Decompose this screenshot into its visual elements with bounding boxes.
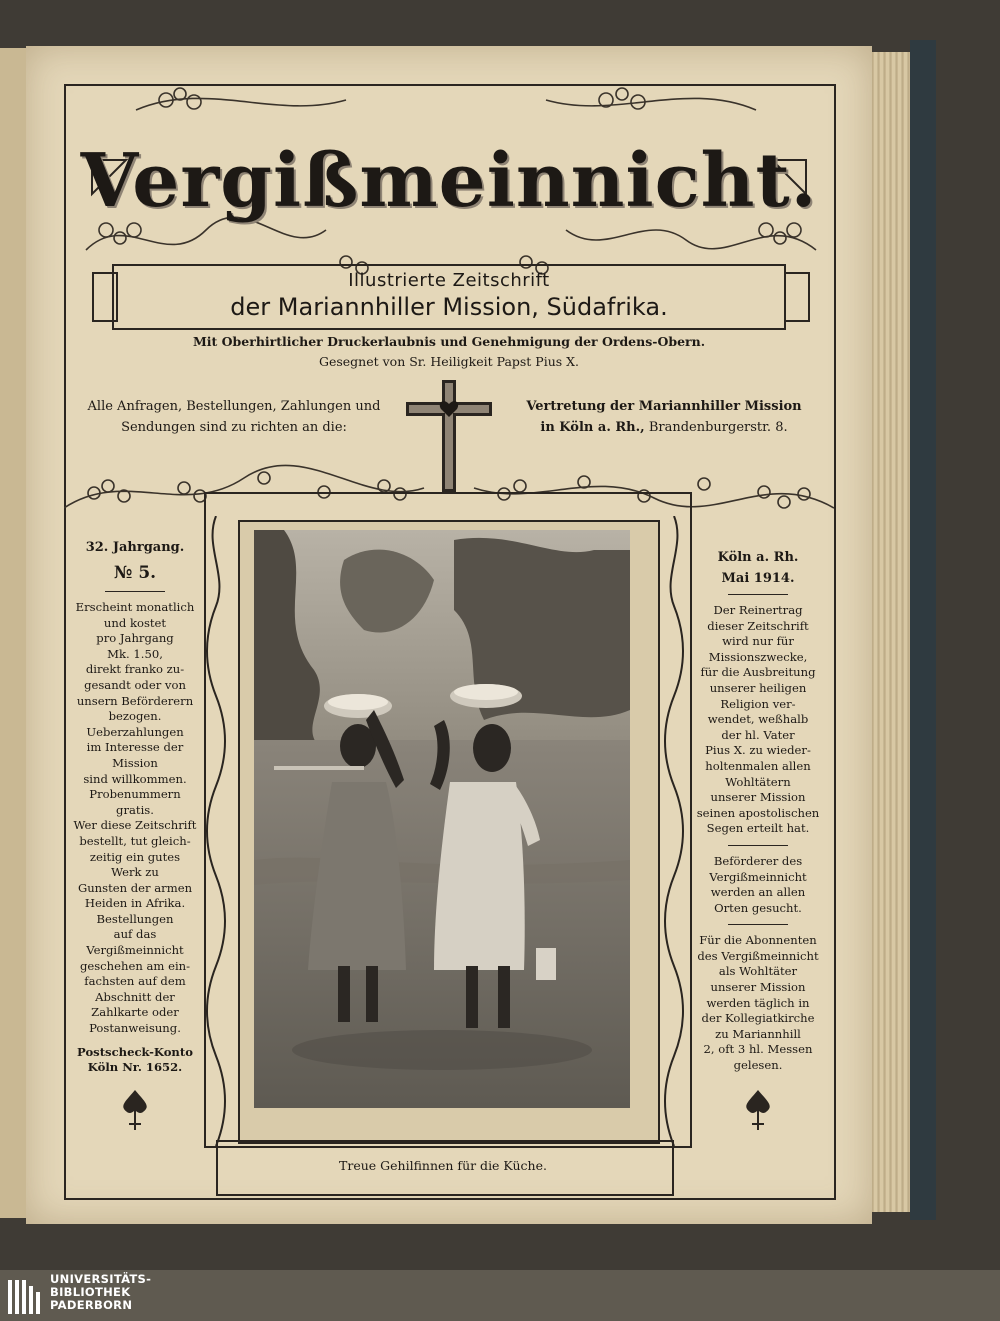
note-line: bezogen. [108,709,162,724]
note-line: bestellt, tut gleich- [79,833,191,848]
subtitle-box [112,264,786,330]
subtitle-line-2: der Mariannhiller Mission, Südafrika. [230,293,668,321]
note-line: für die Ausbreitung [700,665,816,680]
note-line: seinen apostolischen [696,805,820,820]
inquiry-line-1: Alle Anfragen, Bestellungen, Zahlungen und [87,399,381,414]
note-line: Missionszwecke, [708,649,808,664]
note-line: der hl. Vater [721,727,795,742]
note-line: Ueberzahlungen [86,724,184,739]
library-name-line-3: PADERBORN [50,1298,133,1312]
note-line: 2, oft 3 hl. Messen [703,1042,813,1057]
agency-city: in Köln a. Rh., [540,420,645,435]
note-line: geschehen am ein- [79,958,191,973]
issue-number: № 5. [113,563,157,583]
note-line: werden an allen [710,885,806,900]
note-line: unserer heiligen [709,680,807,695]
library-name [50,1273,151,1312]
agency-address [514,396,814,438]
note-line: Wohltätern [725,774,791,789]
agency-name: Vertretung der Mariannhiller Mission [526,399,802,414]
fleuron-icon [115,1088,155,1132]
page-stack-edge [868,52,912,1212]
magazine-cover-page [26,46,872,1224]
fleuron-icon [738,1088,778,1132]
note-line: Vergißmeinnicht [86,943,184,958]
right-info-column [690,550,826,1136]
library-name-line-1: UNIVERSITÄTS- [50,1272,152,1286]
note-line: direkt franko zu- [85,662,185,677]
note-line: auf das [113,927,157,942]
note-line: Für die Abonnenten [699,933,817,948]
note-line: pro Jahrgang [96,631,174,646]
note-line: dieser Zeitschrift [707,618,809,633]
note-line: werden täglich in [706,995,810,1010]
publication-date: Mai 1914. [721,571,795,586]
papal-blessing: Gesegnet von Sr. Heiligkeit Papst Pius X. [318,354,580,369]
note-line: Zahlkarte oder [91,1005,179,1020]
note-line: der Kollegiatkirche [701,1011,815,1026]
print-permission: Mit Oberhirtlicher Druckerlaubnis und Genehmigung der Ordens-Obern. [192,334,706,349]
note-line: Postanweisung. [89,1021,181,1036]
note-line: Bestellungen [96,911,174,926]
column-rule [728,594,788,595]
promoters-notice [690,854,826,916]
note-line: sind willkommen. [83,771,187,786]
note-line: Erscheint monatlich [75,600,195,614]
agency-street: Brandenburgerstr. 8. [648,420,788,435]
note-line: als Wohltäter [718,964,798,979]
column-rule [105,591,165,592]
volume-number: 32. Jahrgang. [85,540,185,555]
masses-notice [690,933,826,1073]
photograph-two-children-carrying-bowls [254,530,630,1108]
note-line: wendet, weßhalb [707,712,809,727]
photo-caption: Treue Gehilfinnen für die Küche. [339,1158,547,1173]
book-cover-edge [910,40,936,1220]
note-line: unserer Mission [710,980,806,995]
note-line: Beförderer des [713,853,803,868]
note-line: Der Reinertrag [713,603,803,617]
note-line: wird nur für [722,634,794,649]
subscription-notes [70,600,200,1037]
inquiry-line-2: Sendungen sind zu richten an die: [121,420,347,435]
note-line: Abschnitt der [95,989,175,1004]
meander-ornament-right [784,272,810,322]
note-line: Mk. 1.50, [107,646,163,661]
note-line: holtenmalen allen [705,758,811,773]
university-library-logo [8,1280,44,1314]
note-line: gesandt oder von [84,677,186,692]
left-info-column [70,540,200,1136]
column-rule [728,924,788,925]
note-line: zeitig ein gutes [89,849,181,864]
note-line: Orten gesucht. [714,900,802,915]
note-line: fachsten auf dem [84,974,186,989]
note-line: im Interesse der [86,740,184,755]
proceeds-notice [690,603,826,837]
note-line: Probenummern [89,787,181,802]
note-line: Heiden in Afrika. [84,896,186,911]
note-line: gelesen. [733,1058,783,1073]
library-name-line-2: BIBLIOTHEK [50,1285,131,1299]
note-line: Vergißmeinnicht [709,869,807,884]
note-line: Gunsten der armen [77,880,193,895]
note-line: Segen erteilt hat. [706,821,810,836]
note-line: gratis. [116,802,154,817]
postcheck-account [70,1045,200,1076]
column-rule [728,845,788,846]
note-line: Mission [112,755,158,770]
note-line: unsern Beförderern [76,693,194,708]
inquiry-notice [84,396,384,438]
note-line: Werk zu [111,865,159,880]
note-line: und kostet [103,615,167,630]
note-line: unserer Mission [710,790,806,805]
note-line: Pius X. zu wieder- [705,743,811,758]
subtitle-line-1: Illustrierte Zeitschrift [348,270,550,291]
magazine-title: Vergißmeinnicht. [80,138,818,224]
note-line: zu Mariannhill [715,1026,801,1041]
note-line: Religion ver- [720,696,796,711]
postcheck-line-2: Köln Nr. 1652. [87,1060,183,1075]
note-line: des Vergißmeinnicht [697,948,819,963]
note-line: Wer diese Zeitschrift [73,818,197,833]
postcheck-line-1: Postscheck-Konto [77,1044,193,1059]
publication-place: Köln a. Rh. [717,550,799,565]
